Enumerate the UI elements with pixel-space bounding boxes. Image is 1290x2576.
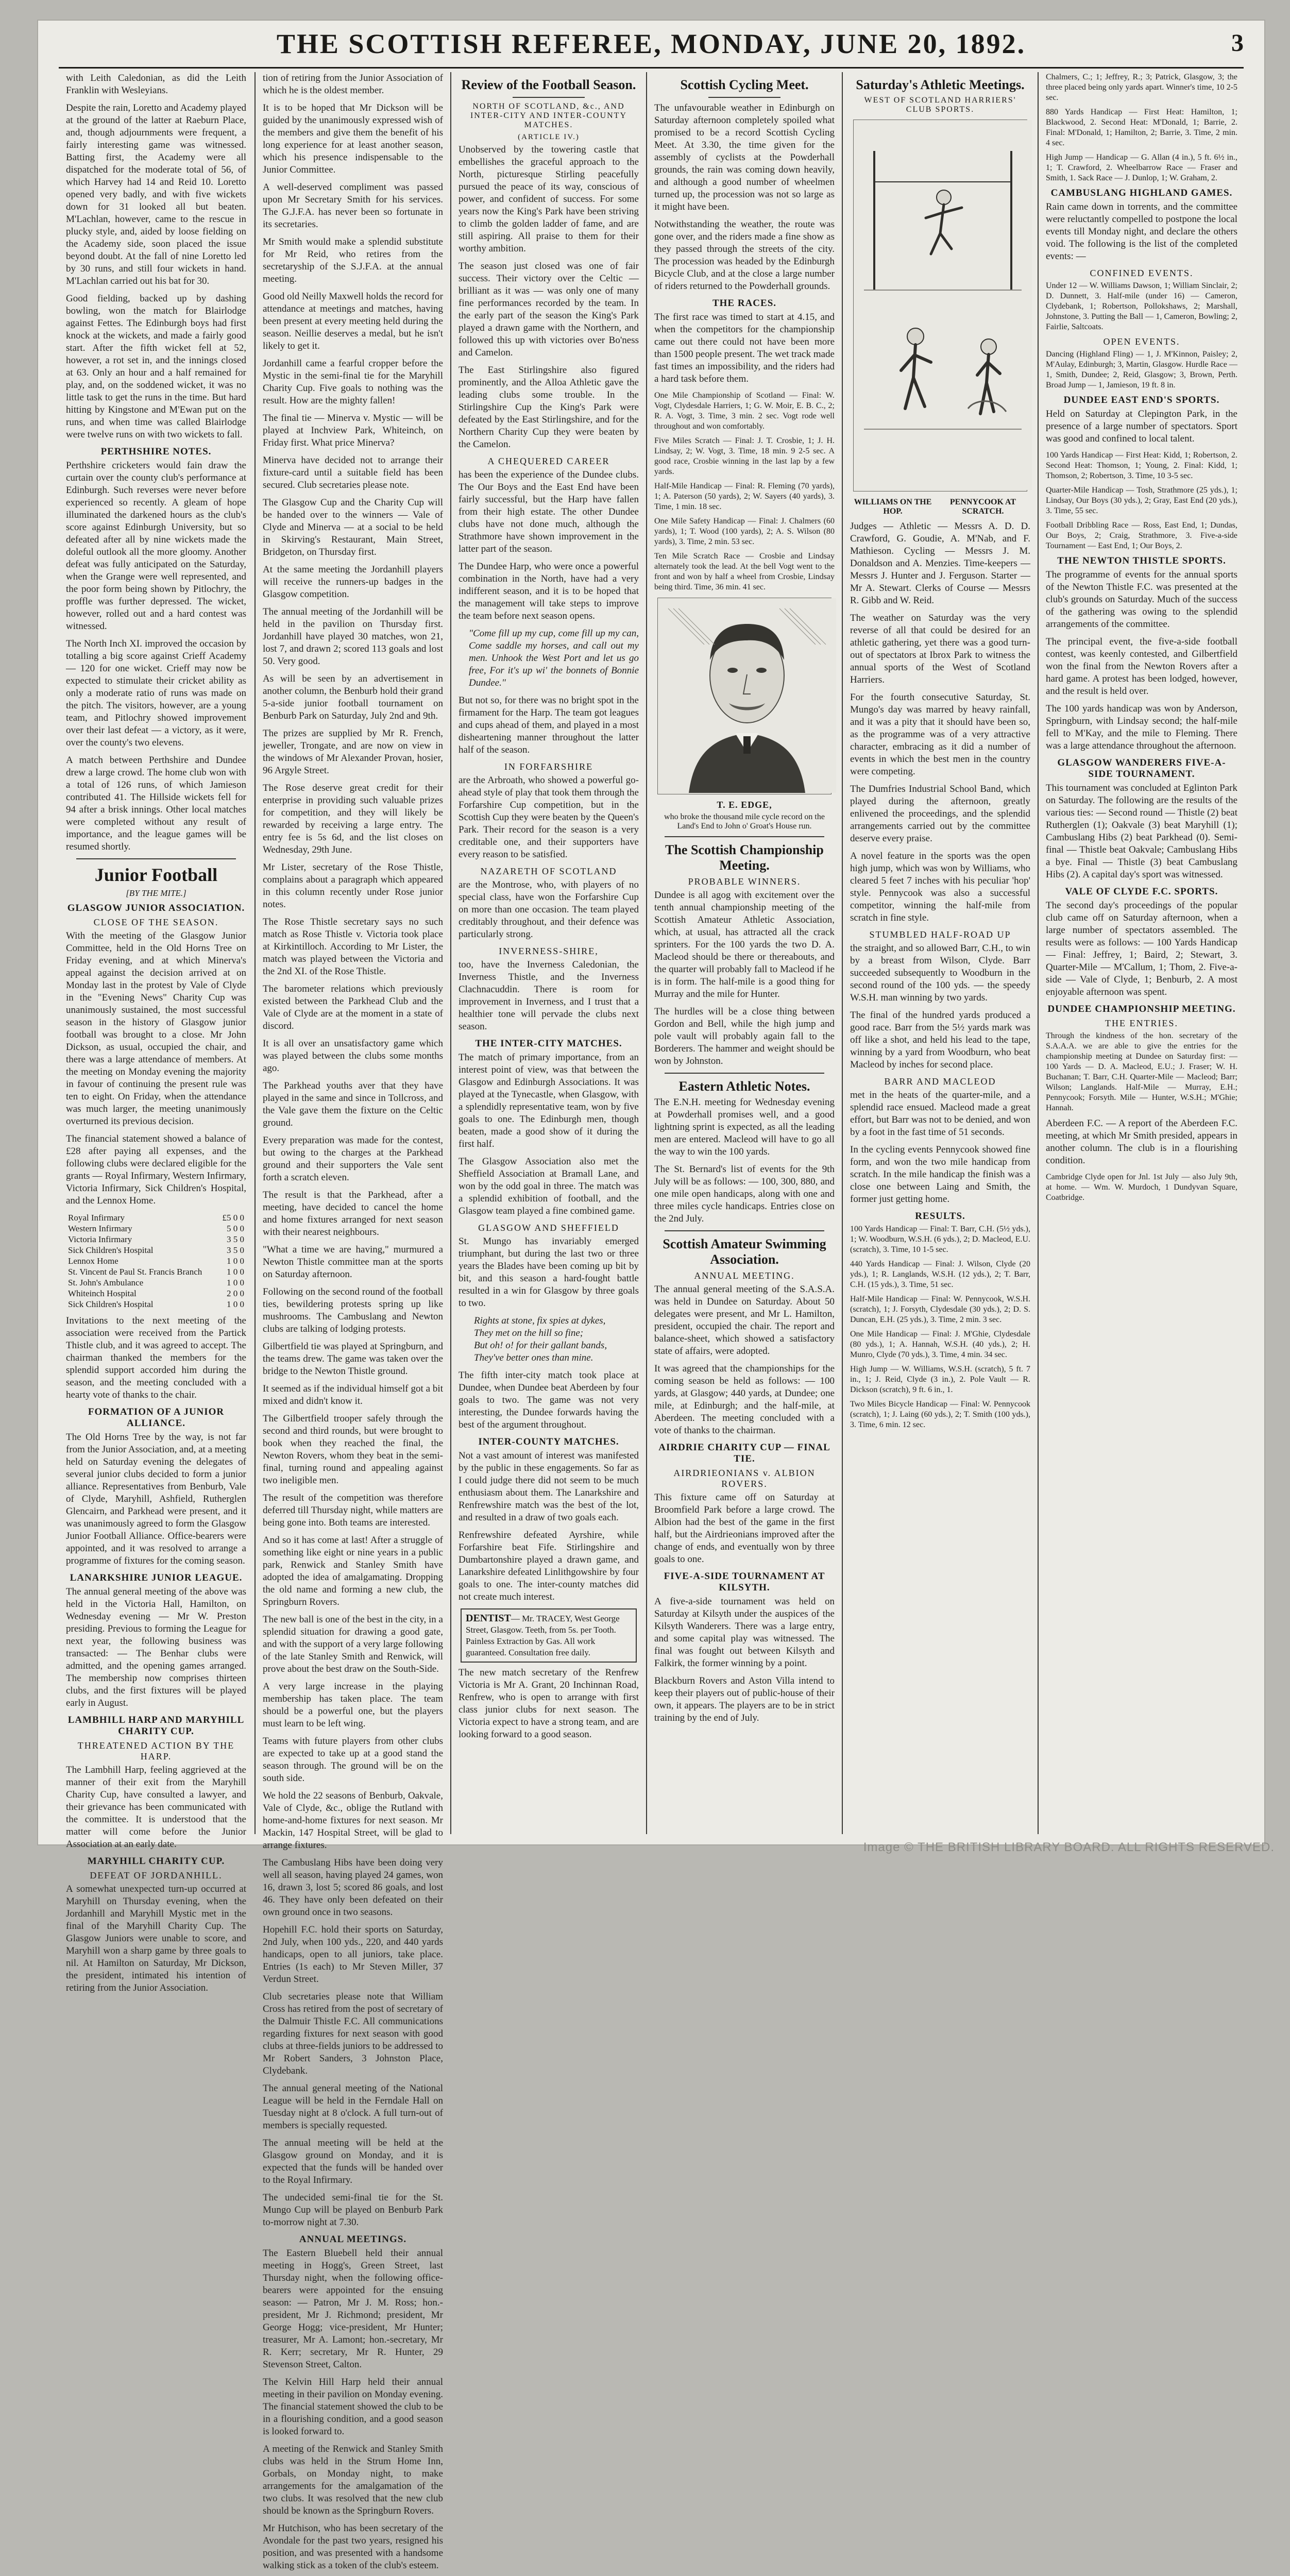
grant-row: Western Infirmary 5 0 0 bbox=[68, 1224, 244, 1233]
result-paragraph: Under 12 — W. Williams Dawson, 1; William Sinclair, 2; D. Dunnett, 3. Half-mile (under 16) — Cameron, Clydebank, 1; Robertson, Pollokshaws, 2; Marshall, Johnstone, 3. Putting the Ball — 1, Cameron, Bowling; 2, Fairlie, Saltcoats. bbox=[1046, 281, 1237, 331]
article-paragraph: A very large increase in the playing membership has taken place. The team should be a powerful one, but the players must learn to be left wing. bbox=[263, 1681, 443, 1729]
article-paragraph: Following on the second round of the football ties, bewildering protests spring up like mushrooms. The Cambuslang and Newton clubs are talking of lodging protests. bbox=[263, 1286, 443, 1334]
section-subheading: THREATENED ACTION BY THE HARP. bbox=[77, 1740, 235, 1761]
result-line: High Jump — W. Williams, W.S.H. (scratch), 5 ft. 7 in., 1; J. Reid, Clyde (3 in.), 2. Pole Vault — R. Dickson (scratch), 9 ft. 6 in., 1. bbox=[850, 1365, 1030, 1394]
section-subheading: INVERNESS-SHIRE, bbox=[499, 946, 599, 956]
section-subheading: OPEN EVENTS. bbox=[1103, 336, 1180, 347]
section-subheading: PROBABLE WINNERS. bbox=[688, 876, 801, 887]
article-paragraph: Mr Hutchison, who has been secretary of the Avondale for the past two years, resigned his position, and was presented with a handsome walking stick as a token of the club's esteem. bbox=[263, 2523, 443, 2571]
section-subheading: IN FORFARSHIRE bbox=[504, 761, 593, 772]
article-paragraph: The season just closed was one of fair success. Their victory over the Celtic — brilliant as it was — was only one of many fine performances recorded by the team. In the early part of the season the King's Park played a drawn game with the Northern, and followed this up with victories over Bo'ness and Camelon. bbox=[459, 261, 639, 358]
section-heading: LAMBHILL HARP AND MARYHILL CHARITY CUP. bbox=[67, 1715, 245, 1737]
article-paragraph: The annual meeting of the Jordanhill will be held in the pavilion on Thursday first. Jordanhill have played 30 matches, won 21, lost 7, and drawn 2; scored 113 goals and lost 50. Very good. bbox=[263, 606, 443, 667]
section-heading: ANNUAL MEETINGS. bbox=[299, 2234, 407, 2245]
article-paragraph: The annual general meeting of the above was held in the Victoria Hall, Hamilton, on Wednesday evening — Mr W. Preston presiding. Previous to forming the League for next year, the following business was transacted: — The Benhar clubs were admitted, and the opening games arranged. The membership now comprises thirteen clubs, and the first fixtures will be played early in August. bbox=[66, 1586, 246, 1708]
article-paragraph: The programme of events for the annual sports of the Newton Thistle F.C. was presented at the club's grounds on Saturday. Much of the success of the gathering was owing to the splendid arrangements of the committee. bbox=[1046, 569, 1237, 630]
article-paragraph: Good fielding, backed up by dashing bowling, won the match for Blairlodge against Fettes. The Edinburgh boys had first knock at the wickets, and made a fairly good start. After the fifth wicket fell at 52, however, a rot set in, and the innings closed at 63. Only an hour and a half remained for play, and, on the soddened wicket, it was no little task to get the runs in the time. But hard hitting by Kingstone and M'Ewan put on the runs, and when time was called Blairlodge were twelve runs on with two wickets to fall. bbox=[66, 293, 246, 440]
result-line: 100 Yards Handicap — Final: T. Barr, C.H. (5½ yds.), 1; W. Woodburn, W.S.H. (6 yds.), 2; D. Macleod, E.U. (scratch), 3. Time, 10 1-5 sec. bbox=[850, 1225, 1030, 1254]
section-heading: RESULTS. bbox=[915, 1211, 965, 1222]
article-verse: "Come fill up my cup, come fill up my can, Come saddle my horses, and call out my men. Unhook the West Port and let us go free, For it's up wi' the bonnets of Bonnie Dundee." bbox=[469, 628, 639, 688]
result-line: 440 Yards Handicap — Final: J. Wilson, Clyde (20 yds.), 1; R. Langlands, W.S.H. (12 yds.), 2; T. Barr, C.H. (15 yds.), 3. Time, 51 sec. bbox=[850, 1260, 1030, 1289]
article-headline: Review of the Football Season. bbox=[461, 77, 636, 92]
article-headline: Scottish Amateur Swimming Association. bbox=[663, 1236, 826, 1267]
result-paragraph: One Mile Safety Handicap — Final: J. Chalmers (60 yards), 1; T. Wood (100 yards), 2; A. S. Wilson (80 yards), 3. Time, 2 min. 53 sec. bbox=[654, 517, 835, 546]
result-paragraph: Chalmers, C.; 1; Jeffrey, R.; 3; Patrick, Glasgow, 3; the three placed being only yards apart. Winner's time, 10 2-5 sec. bbox=[1046, 73, 1237, 102]
article-paragraph: The prizes are supplied by Mr R. French, jeweller, Trongate, and are now on view in the windows of Mr Alexander Provan, hosier, 96 Argyle Street. bbox=[263, 728, 443, 776]
result-line: Two Miles Bicycle Handicap — Final: W. Pennycook (scratch), 1; J. Laing (60 yds.), 2; T. Smith (100 yds.), 3. Time, 6 min. 12 sec. bbox=[850, 1400, 1030, 1429]
article-paragraph: It was agreed that the championships for the coming season be held as follows: — 100 yards, at Glasgow; 440 yards, at Dundee; one mile, at Edinburgh; and the half-mile, at Aberdeen. The meeting concluded with a vote of thanks to the chairman. bbox=[654, 1363, 835, 1436]
masthead-rule bbox=[59, 67, 1244, 69]
notice-paragraph: Cambridge Clyde open for Jnl. 1st July — also July 9th, at home. — Wm. W. Murdoch, 1 Dundyvan Square, Coatbridge. bbox=[1046, 1173, 1237, 1202]
column-2 bbox=[254, 72, 450, 2571]
result-paragraph: Ten Mile Scratch Race — Crosbie and Lindsay alternately took the lead. At the bell Vogt went to the front and won by half a wheel from Crosbie, Lindsay being third. Time, 36 min. 41 sec. bbox=[654, 552, 835, 591]
article-paragraph: The final tie — Minerva v. Mystic — will be played at Inchview Park, Whiteinch, on Friday first. What price Minerva? bbox=[263, 413, 443, 448]
grant-row: Whiteinch Hospital 2 0 0 bbox=[68, 1289, 244, 1298]
article-paragraph: The Lambhill Harp, feeling aggrieved at the manner of their exit from the Maryhill Charity Cup, have consulted a lawyer, and their grievance has been communicated with the committee. It is understood that the matter will come before the Junior Association at an early date. bbox=[66, 1765, 246, 1850]
article-paragraph: Despite the rain, Loretto and Academy played at the ground of the latter at Raeburn Place, and, though adjournments were frequent, a fairly interesting game was witnessed. Batting first, the Academy were all dispatched for the moderate total of 56, of which Harvey had 14 and Reid 10. Loretto opened very badly, and with five wickets down for 31 looked all but beaten. M'Lachlan, however, came to the rescue in plucky style, and, aided by loose fielding on the Academy side, soon placed the issue beyond doubt. At the fall of nine Loretto led by 30 runs, and still four wickets in hand. M'Lachlan carried out his bat for 30. bbox=[66, 103, 246, 286]
section-subheading: ANNUAL MEETING. bbox=[694, 1270, 795, 1281]
portrait-caption: T. E. EDGE, bbox=[717, 800, 772, 810]
article-paragraph: The undecided semi-final tie for the St. Mungo Cup will be played on Benburb Park to-morrow night at 7.30. bbox=[263, 2192, 443, 2228]
article-verse: Rights at stone, fix spies at dykes, They met on the hill so fine; But oh! o! for their gallant bands, They've better ones than mine. bbox=[474, 1315, 607, 1363]
article-paragraph: The annual meeting will be held at the Glasgow ground on Monday, and it is expected that the funds will be handed over to the Royal Infirmary. bbox=[263, 2138, 443, 2185]
article-paragraph: A novel feature in the sports was the open high jump, which was won by Williams, who cleared 5 feet 7 inches with his peculiar 'hop' style. Pennycook was also a successful competitor, winning the half-mile from scratch in fine style. bbox=[850, 851, 1030, 923]
article-paragraph: Rain came down in torrents, and the committee were reluctantly compelled to postpone the local events till Monday night, and declare the others void. The following is the list of the completed events: — bbox=[1046, 201, 1237, 262]
article-paragraph: Mr Smith would make a splendid substitute for Mr Reid, who retires from the secretaryship of the S.J.F.A. at the annual meeting. bbox=[263, 236, 443, 284]
article-paragraph: The Rose Thistle secretary says no such match as Rose Thistle v. Victoria took place at Kirkintilloch. According to Mr Lister, the match was played between the Victoria and the 2nd XI. of the Rose Thistle. bbox=[263, 917, 443, 977]
article-paragraph: The Kelvin Hill Harp held their annual meeting in their pavilion on Monday evening. The financial statement showed the club to be in a flourishing condition, and a good season is looked forward to. bbox=[263, 2377, 443, 2437]
article-paragraph: The principal event, the five-a-side football contest, was keenly contested, and Gilbertfield won the final from the Newton Rovers after a hard game. A protest has been lodged, however, and the result is held over. bbox=[1046, 636, 1237, 697]
article-paragraph: with Leith Caledonian, as did the Leith Franklin with Wesleyians. bbox=[66, 73, 246, 96]
section-heading: THE RACES. bbox=[712, 298, 777, 309]
grant-row: Lennox Home 1 0 0 bbox=[68, 1256, 244, 1266]
section-heading: GLASGOW JUNIOR ASSOCIATION. bbox=[67, 903, 245, 913]
article-paragraph: St. Mungo has invariably emerged triumphant, but during the last two or three years the Blades have been coming up bit by bit, and this season a hard-fought battle resulted in a win for Glasgow by three goals to two. bbox=[459, 1236, 639, 1309]
section-subheading: CONFINED EVENTS. bbox=[1090, 268, 1194, 278]
result-paragraph: Five Miles Scratch — Final: J. T. Crosbie, 1; J. H. Lindsay, 2; W. Vogt, 3. Time, 18 min. 9 2-5 sec. A good race, Crosbie winning in the last lap by a few yards. bbox=[654, 436, 835, 476]
article-paragraph: This fixture came off on Saturday at Broomfield Park before a large crowd. The Albion had the best of the game in the first half, but the Airdrieonians improved after the change of ends, and eventually won by three goals to one. bbox=[654, 1492, 835, 1565]
article-paragraph: At the same meeting the Jordanhill players will receive the runners-up badges in the Glasgow competition. bbox=[263, 564, 443, 600]
result-line: Half-Mile Handicap — Final: W. Pennycook, W.S.H. (scratch), 1; J. Forsyth, Clydesdale (30 yds.), 2; D. S. Duncan, E.H. (25 yds.), 3. Time, 2 min. 3 sec. bbox=[850, 1295, 1030, 1324]
article-paragraph: Club secretaries please note that William Cross has retired from the post of secretary of the Dalmuir Thistle F.C. All communications regarding fixtures for next season with good clubs at three-fields juniors to be addressed to Mr Robert Sanders, 3 Johnston Place, Clydebank. bbox=[263, 1991, 443, 2076]
article-paragraph: The Eastern Bluebell held their annual meeting in Hogg's, Green Street, last Thursday night, when the following office-bearers were appointed for the ensuing season: — Patron, Mr J. M. Ross; hon.-president, Mr J. Richmond; president, Mr George Hogg; vice-president, Mr Hunter; treasurer, Mr A. Lamont; hon.-secretary, Mr R. Kerr; secretary, Mr R. Hunter, 29 Stevenson Street, Calton. bbox=[263, 2248, 443, 2370]
result-paragraph: 100 Yards Handicap — First Heat: Kidd, 1; Robertson, 2. Second Heat: Thomson, 1; Young, 2. Final: Kidd, 1; Thomson, 2; Robertson, 3. Time, 10 3-5 sec. bbox=[1046, 451, 1237, 480]
article-paragraph: The Old Horns Tree by the way, is not far from the Junior Association, and, at a meeting held on Saturday evening the delegates of several junior clubs decided to form a junior alliance. Representatives from Benburb, Vale of Clyde, Maryhill, Ashfield, Rutherglen Glencairn, and Parkhead were present, and it was unanimously agreed to form the Glasgow Junior Football Alliance. Office-bearers were appointed, and it was resolved to arrange a programme of fixtures for the coming season. bbox=[66, 1432, 246, 1566]
article-paragraph: "What a time we are having," murmured a Newton Thistle committee man at the sports on Saturday afternoon. bbox=[263, 1244, 443, 1280]
article-paragraph: Every preparation was made for the contest, but owing to the charges at the Parkhead ground and their supporters the Vale sent forth a scratch eleven. bbox=[263, 1135, 443, 1183]
article-paragraph: Invitations to the next meeting of the association were received from the Partick Thistle club, and it was agreed to accept. The chairman thanked the members for the splendid support accorded him during the season, and the meeting concluded with a hearty vote of thanks to the chair. bbox=[66, 1315, 246, 1400]
article-paragraph: Held on Saturday at Clepington Park, in the presence of a large number of spectators. Sport was good and confined to local talent. bbox=[1046, 409, 1237, 444]
divider bbox=[76, 858, 236, 859]
grant-row: Sick Children's Hospital 1 0 0 bbox=[68, 1299, 244, 1309]
article-paragraph: met in the heats of the quarter-mile, and a splendid race ensued. Macleod made a great effort, but Barr was not to be denied, and won by a foot in the fast time of 51 seconds. bbox=[850, 1090, 1030, 1138]
high-jump-engraving-icon bbox=[854, 120, 1032, 490]
article-paragraph: The Cambuslang Hibs have been doing very well all season, having played 24 games, won 16, drawn 3, lost 5; scored 86 goals, and lost 46. They have only been defeated on their own ground once in two seasons. bbox=[263, 1857, 443, 1918]
article-paragraph: too, have the Inverness Caledonian, the Inverness Thistle, and the Inverness Clachnacuddin. There is room for improvement in Inverness, and I trust that a healthier tone will pervade the clubs next season. bbox=[459, 959, 639, 1032]
page-number: 3 bbox=[1231, 29, 1244, 57]
section-heading: INTER-COUNTY MATCHES. bbox=[478, 1436, 619, 1447]
article-paragraph: The first race was timed to start at 4.15, and when the competitors for the championship came out there could not have been more than 1500 people present. The wet track made fast times an impossibility, and the riders had a hard task before them. bbox=[654, 312, 835, 384]
section-heading: GLASGOW WANDERERS FIVE-A-SIDE TOURNAMENT. bbox=[1057, 757, 1226, 779]
column-6 bbox=[1038, 72, 1245, 1834]
divider bbox=[665, 1230, 824, 1231]
section-heading: DUNDEE EAST END'S SPORTS. bbox=[1063, 395, 1220, 405]
masthead bbox=[38, 21, 1264, 69]
section-heading: DUNDEE CHAMPIONSHIP MEETING. bbox=[1047, 1004, 1236, 1014]
article-headline: Junior Football bbox=[94, 865, 218, 885]
article-paragraph: For the fourth consecutive Saturday, St. Mungo's day was marred by heavy rainfall, and it was a pity that it should have been so, as the programme was of a very attractive character, embracing as it did a number of events in which the best men in the country were competing. bbox=[850, 692, 1030, 777]
illustration-caption-left: WILLIAMS ON THE HOP. bbox=[854, 498, 932, 516]
article-paragraph: the straight, and so allowed Barr, C.H., to win by a breast from Wilson, Clyde. Barr succeeded subsequently to Woodburn in the second round of the 100 yds. — the speedy W.S.H. man winning by two yards. bbox=[850, 943, 1030, 1003]
article-paragraph: The fifth inter-city match took place at Dundee, when Dundee beat Aberdeen by four goals to two. The game was not very interesting, the Dundee forwards having the best of the argument throughout. bbox=[459, 1370, 639, 1430]
section-subheading: AIRDRIEONIANS v. ALBION ROVERS. bbox=[673, 1468, 816, 1489]
article-paragraph: Gilbertfield tie was played at Springburn, and the teams drew. The game was taken over the bridge to the Newton Thistle ground. bbox=[263, 1341, 443, 1377]
article-paragraph: The annual general meeting of the National League will be held in the Ferndale Hall on Tuesday night at 8 o'clock. A full turn-out of members is specially requested. bbox=[263, 2083, 443, 2131]
article-headline: Saturday's Athletic Meetings. bbox=[856, 77, 1025, 92]
grant-row: St. John's Ambulance 1 0 0 bbox=[68, 1278, 244, 1287]
article-paragraph: As will be seen by an advertisement in another column, the Benburb hold their grand 5-a-side junior football tournament on Benburb Park on Saturday, July 2nd and 9th. bbox=[263, 673, 443, 721]
article-paragraph: Notwithstanding the weather, the route was gone over, and the riders made a fine show as they passed through the streets of the city. The procession was headed by the Edinburgh Bicycle Club, and at the close a large number of riders returned to the Powderhall grounds. bbox=[654, 219, 835, 292]
article-paragraph: The Dumfries Industrial School Band, which played during the afternoon, greatly enlivened the proceedings, and the splendid arrangements carried out by the committee deserve every praise. bbox=[850, 784, 1030, 844]
section-heading: FORMATION OF A JUNIOR ALLIANCE. bbox=[88, 1406, 225, 1429]
section-heading: CAMBUSLANG HIGHLAND GAMES. bbox=[1050, 188, 1233, 198]
column-3 bbox=[450, 72, 646, 1834]
article-paragraph: A five-a-side tournament was held on Saturday at Kilsyth under the auspices of the Kilsyth Wanderers. There was a large entry, and some capital play was witnessed. The final was fought out between Kilsyth and Falkirk, the former winning by a point. bbox=[654, 1596, 835, 1669]
article-paragraph: Aberdeen F.C. — A report of the Aberdeen F.C. meeting, at which Mr Smith presided, appears in another column. The club is in a flourishing condition. bbox=[1046, 1118, 1237, 1166]
article-paragraph: The annual general meeting of the S.A.S.A. was held in Dundee on Saturday. About 50 delegates were present, and Mr L. Hamilton, president, occupied the chair. The report and balance-sheet, which showed a satisfactory state of affairs, were adopted. bbox=[654, 1284, 835, 1357]
article-paragraph: are the Montrose, who, with players of no special class, have won the Forfarshire Cup on more than one occasion. The team played creditably throughout, and their defence was particularly strong. bbox=[459, 879, 639, 940]
article-paragraph: Blackburn Rovers and Aston Villa intend to keep their players out of public-house of their own, it appears. The players are to be in strict training by the end of July. bbox=[654, 1675, 835, 1723]
illustration-captions bbox=[850, 497, 1030, 520]
article-paragraph: The match of primary importance, from an interest point of view, was that between the Glasgow and Edinburgh Associations. It was played at the Tynecastle, when Glasgow, with a splendidly representative team, won by five goals to one. The Edinburgh men, though beaten, made a good show of it during the first half. bbox=[459, 1052, 639, 1149]
result-paragraph: Half-Mile Handicap — Final: R. Fleming (70 yards), 1; A. Paterson (50 yards), 2; W. Sayers (40 yards), 3. Time, 1 min. 18 sec. bbox=[654, 482, 835, 511]
divider bbox=[513, 97, 585, 98]
section-subheading: NORTH OF SCOTLAND, &c., AND INTER-CITY AND INTER-COUNTY MATCHES. bbox=[470, 102, 627, 129]
article-paragraph: In the cycling events Pennycook showed fine form, and won the two mile handicap from scratch. In the mile handicap the finish was a close one between Laing and Smith, the former just getting home. bbox=[850, 1144, 1030, 1205]
article-paragraph: Teams with future players from other clubs are expected to take up at a good stand the season through. The ground will be on the south side. bbox=[263, 1736, 443, 1784]
article-paragraph: has been the experience of the Dundee clubs. The Our Boys and the East End have been fairly successful, but the Harp have fallen from their high estate. The other Dundee clubs have not done much, although the Strathmore have shown improvement in the latter part of the season. bbox=[459, 469, 639, 554]
article-headline: The Scottish Championship Meeting. bbox=[665, 842, 824, 873]
section-heading: LANARKSHIRE JUNIOR LEAGUE. bbox=[70, 1572, 243, 1583]
article-paragraph: Jordanhill came a fearful cropper before the Mystic in the semi-final tie for the Maryhill Charity Cup. Five goals to nothing was the result. How are the mighty fallen! bbox=[263, 358, 443, 406]
article-paragraph: The Glasgow Association also met the Sheffield Association at Bramall Lane, and won by the odd goal in three. The match was a splendid exhibition of football, and the Glasgow team played a fine combined game. bbox=[459, 1156, 639, 1216]
section-heading: AIRDRIE CHARITY CUP — FINAL TIE. bbox=[658, 1442, 830, 1464]
grant-row: Royal Infirmary £5 0 0 bbox=[68, 1213, 244, 1223]
byline: [BY THE MITE.] bbox=[126, 888, 186, 898]
article-paragraph: tion of retiring from the Junior Association of which he is the oldest member. bbox=[263, 73, 443, 96]
ad-text: — Mr. TRACEY, West George Street, Glasgow. Teeth, from 5s. per Tooth. Painless Extraction by Gas. All work guaranteed. Consultation free daily. bbox=[466, 1614, 620, 1657]
article-paragraph: Perthshire cricketers would fain draw the curtain over the county club's performance at Edinburgh. Such reverses were never before experienced so recently. A gleam of hope illuminated the darkened hours as the club's score against Edinburgh University, but so defeated after all by nine wickets made the doleful outlook all the more gloomy. Another defeat was fully anticipated on the Saturday, when the Grange were well represented, and the poor form being shown by Pitlochry, the proffle was further depressed. The wicket, however, rolled out and a hard contest was witnessed. bbox=[66, 460, 246, 632]
article-paragraph: The E.N.H. meeting for Wednesday evening at Powderhall promises well, and a good lightning sprint is expected, as all the leading men are entered. Macleod will have to go all the way to win the 100 yards. bbox=[654, 1097, 835, 1157]
article-paragraph: The result of the competition was therefore deferred till Thursday night, while matters are being gone into. Both teams are interested. bbox=[263, 1493, 443, 1528]
article-headline: Scottish Cycling Meet. bbox=[680, 77, 809, 92]
divider bbox=[665, 1073, 824, 1074]
article-paragraph: The weather on Saturday was the very reverse of all that could be desired for an athletic gathering, yet there was a good turn-out of spectators at Ibrox Park to witness the annual sports of the West of Scotland Harriers. bbox=[850, 613, 1030, 685]
article-paragraph: The financial statement showed a balance of £28 after paying all expenses, and the following clubs were declared eligible for the grants — Royal Infirmary, Western Infirmary, Victoria Infirmary, Sick Children's Hospital, and the Lennox Home. bbox=[66, 1133, 246, 1206]
article-paragraph: We hold the 22 seasons of Benburb, Oakvale, Vale of Clyde, &c., oblige the Rutland with home-and-home fixtures for next season. Mr Mackin, 147 Hospital Street, will be glad to arrange fixtures. bbox=[263, 1790, 443, 1851]
article-paragraph: The Parkhead youths aver that they have played in the same and since in Tollcross, and the Vale gave them the fixture on the Celtic ground. bbox=[263, 1080, 443, 1128]
article-paragraph: This tournament was concluded at Eglinton Park on Saturday. The following are the results of the various ties: — Second round — Thistle (2) beat Rutherglen (1); Oakvale (3) beat Maryhill (1); Cambuslang Hibs (2) beat Parkhead (0). Semi-final — Thistle beat Oakvale; Cambuslang Hibs a bye. Final — Thistle (3) beat Cambuslang Hibs (2). A capital day's sport was witnessed. bbox=[1046, 783, 1237, 880]
column-5 bbox=[842, 72, 1038, 1834]
grant-row: Sick Children's Hospital 3 5 0 bbox=[68, 1245, 244, 1255]
section-heading: MARYHILL CHARITY CUP. bbox=[87, 1856, 225, 1867]
section-subheading: CLOSE OF THE SEASON. bbox=[93, 917, 219, 927]
article-paragraph: The Rose deserve great credit for their enterprise in providing such valuable prizes for competition, and they will likely be rewarded by receiving a large entry. The entry fee is 5s 6d, and the list closes on Wednesday, 29th June. bbox=[263, 783, 443, 855]
result-line: One Mile Handicap — Final: J. M'Ghie, Clydesdale (80 yds.), 1; A. Hannah, W.S.H. (40 yds.), 2; H. Munro, Clyde (70 yds.), 3. Time, 4 min. 34 sec. bbox=[850, 1330, 1030, 1359]
section-subheading: A CHEQUERED CAREER bbox=[487, 456, 610, 466]
article-paragraph: The Dundee Harp, who were once a powerful combination in the North, have had a very indifferent season, and it is to be hoped that the management will take steps to improve the team before next season opens. bbox=[459, 561, 639, 621]
article-paragraph: The St. Bernard's list of events for the 9th July will be as follows: — 100, 300, 880, and one mile open handicaps, along with one and three miles cycle handicaps. Entries close on the 2nd July. bbox=[654, 1164, 835, 1224]
article-paragraph: The second day's proceedings of the popular club came off on Saturday afternoon, when a large number of spectators assembled. The results were as follows: — 100 Yards Handicap — Final: Jeffrey, 1; Baird, 2; Stewart, 3. Quarter-Mile — M'Callum, 1; Thom, 2. Five-a-side — Vale of Clyde, 1; Benburb, 2. A most enjoyable afternoon was spent. bbox=[1046, 900, 1237, 997]
article-number: (ARTICLE IV.) bbox=[518, 133, 580, 141]
article-paragraph: It is to be hoped that Mr Dickson will be guided by the unanimously expressed wish of the members and give them the benefit of his long experience for at least another season, which his presence indispensable to the Junior Committee. bbox=[263, 103, 443, 175]
article-paragraph: Hopehill F.C. hold their sports on Saturday, 2nd July, when 100 yds., 220, and 440 yards handicaps, open to all juniors, take place. Entries (1s each) to Mr Steven Miller, 37 Verdun Street. bbox=[263, 1924, 443, 1985]
article-paragraph: The result is that the Parkhead, after a meeting, have decided to cancel the home and home fixtures arranged for next season with their nearest neighbours. bbox=[263, 1190, 443, 1238]
result-paragraph: One Mile Championship of Scotland — Final: W. Vogt, Clydesdale Harriers, 1; G. W. Moir, E. B. C., 2; R. A. Vogt, 3. Time, 3 min. 2 sec. Vogt rode well throughout and won comfortably. bbox=[654, 391, 835, 431]
illustration-caption-right: PENNYCOOK AT SCRATCH. bbox=[949, 498, 1016, 516]
article-paragraph: The 100 yards handicap was won by Anderson, Springburn, with Lindsay second; the half-mile fell to M'Kay, and the mile to Fleming. There was a large attendance throughout the afternoon. bbox=[1046, 703, 1237, 751]
masthead-title: THE SCOTTISH REFEREE, MONDAY, JUNE 20, 1892. bbox=[276, 28, 1026, 59]
section-heading: VALE OF CLYDE F.C. SPORTS. bbox=[1065, 886, 1218, 897]
section-subheading: STUMBLED HALF-ROAD UP bbox=[869, 929, 1011, 940]
article-paragraph: The new ball is one of the best in the city, in a splendid situation for drawing a good gate, and with the support of a very large following of the late Stanley Smith and Renwick, will prove about the best draw on the South-Side. bbox=[263, 1614, 443, 1674]
result-paragraph: Dancing (Highland Fling) — 1, J. M'Kinnon, Paisley; 2, M'Aulay, Edinburgh; 3, Martin, Glasgow. Hurdle Race — 1, Smith, Dundee; 2, Reid, Glasgow; 3, Brown, Perth. Broad Jump — 1, Jamieson, 19 ft. 8 in. bbox=[1046, 350, 1237, 389]
image-credit: Image © THE BRITISH LIBRARY BOARD. ALL RIGHTS RESERVED. bbox=[863, 1840, 1275, 1854]
ad-title: DENTIST bbox=[466, 1613, 511, 1624]
article-paragraph: It seemed as if the individual himself got a bit mixed and didn't know it. bbox=[263, 1383, 443, 1406]
section-heading: FIVE-A-SIDE TOURNAMENT AT KILSYTH. bbox=[664, 1571, 825, 1593]
article-paragraph: A match between Perthshire and Dundee drew a large crowd. The home club won with a total of 126 runs, of which Jamieson contributed 41. The Hillside wickets fell for 94 after a brisk innings. Other local matches were completed without any result of importance, and the league games will be resumed shortly. bbox=[66, 755, 246, 852]
article-paragraph: The North Inch XI. improved the occasion by totalling a big score against Crieff Academy — 120 for one wicket. Crieff may now be expected to stimulate their cricket ability as only a moderate ratio of runs was made on the pitch. The visitors, however, are a young team, and Pitlochry showed improvement over their last defeat — a victory, as it were, over the county's two elevens. bbox=[66, 638, 246, 748]
article-paragraph: A somewhat unexpected turn-up occurred at Maryhill on Thursday evening, when the Jordanhill and Maryhill Mystic met in the final of the Maryhill Charity Cup. The Glasgow Juniors were unable to score, and Maryhill won a sharp game by three goals to nil. At Hamilton on Saturday, Mr Dickson, the president, intimated his intention of retiring from the Junior Association. bbox=[66, 1884, 246, 1993]
section-subheading: BARR AND MACLEOD bbox=[884, 1076, 996, 1087]
article-paragraph: are the Arbroath, who showed a powerful go-ahead style of play that took them through the Forfarshire Cup competition, but in the Scottish Cup they were beaten by the Queen's Park. Their record for the season is a very creditable one, and their supporters have every reason to be satisfied. bbox=[459, 775, 639, 860]
result-paragraph: High Jump — Handicap — G. Allan (4 in.), 5 ft. 6½ in., 1; T. Crawford, 2. Wheelbarrow Race — Fraser and Smith, 1. Sack Race — J. Dunlop, 1; W. Graham, 2. bbox=[1046, 153, 1237, 182]
article-paragraph: Dundee is all agog with excitement over the tenth annual championship meeting of the Scottish Amateur Athletic Association, which, at usual, has attracted all the crack sprinters. For the 100 yards the two D. A. Macleod should be there or thereabouts, and the quarter will probably fall to Macleod if he is in form. The half-mile is a good thing for Murray and the mile for Hunter. bbox=[654, 890, 835, 999]
portrait-illustration bbox=[657, 598, 831, 794]
grant-row: St. Vincent de Paul St. Francis Branch 1 0 0 bbox=[68, 1267, 244, 1277]
result-paragraph: Football Dribbling Race — Ross, East End, 1; Dundas, Our Boys, 2; Craig, Strathmore, 3. Five-a-side Tournament — East End, 1; Our Boys, 2. bbox=[1046, 521, 1237, 550]
portrait-engraving-icon bbox=[658, 598, 836, 793]
article-paragraph: But not so, for there was no bright spot in the firmament for the Harp. The team got leagues and cups ahead of them, and played in a most disheartening manner throughout the latter half of the season. bbox=[459, 695, 639, 755]
section-heading: THE INTER-CITY MATCHES. bbox=[475, 1038, 622, 1049]
article-paragraph: Judges — Athletic — Messrs A. D. D. Crawford, G. Goudie, A. M'Nab, and F. Mathieson. Cycling — Messrs J. M. Donaldson and A. Menzies. Time-keepers — Messrs J. Hunter and J. Ferguson. Starter — Mr A. Stewart. Clerks of Course — Messrs R. Gibb and W. Reid. bbox=[850, 521, 1030, 606]
result-paragraph: Through the kindness of the hon. secretary of the S.A.A.A. we are able to give the entries for the championship meeting at Dundee on Saturday first: — 100 Yards — D. A. Macleod, E.U.; J. Fraser; W. H. Buchanan; T. Barr, C.H. Quarter-Mile — Macleod; Barr; Wilson; Langlands. Half-Mile — Murray, E.H.; Pennycook; Forsyth. Mile — Hunter, W.S.H.; M'Ghie; Hannah. bbox=[1046, 1031, 1237, 1112]
article-paragraph: The East Stirlingshire also figured prominently, and the Alloa Athletic gave the leading clubs some trouble. In the Stirlingshire Cup the King's Park were defeated by the East Stirlingshire, and for the Northern Charity Cup they were beaten by the Camelon. bbox=[459, 365, 639, 450]
result-paragraph: Quarter-Mile Handicap — Tosh, Strathmore (25 yds.), 1; Lindsay, Our Boys (30 yds.), 2; Gray, East End (20 yds.), 3. Time, 55 sec. bbox=[1046, 486, 1237, 515]
article-paragraph: Renfrewshire defeated Ayrshire, while Forfarshire beat Fife. Stirlingshire and Dumbartonshire played a drawn game, and Lanarkshire defeated Linlithgowshire by four goals to one. The inter-county matches did not create much interest. bbox=[459, 1530, 639, 1602]
column-4 bbox=[646, 72, 842, 1834]
article-paragraph: The new match secretary of the Renfrew Victoria is Mr A. Grant, 20 Inchinnan Road, Renfrew, who is open to arrange with first class junior clubs for next season. The Victoria expect to have a strong team, and are looking forward to a good season. bbox=[459, 1667, 639, 1740]
section-subheading: THE ENTRIES. bbox=[1105, 1018, 1178, 1028]
grants-list bbox=[68, 1212, 244, 1310]
athletics-illustration bbox=[853, 120, 1027, 492]
article-paragraph: Minerva have decided not to arrange their fixture-card until a suitable field has been secured. Club secretaries please note. bbox=[263, 455, 443, 490]
section-heading: PERTHSHIRE NOTES. bbox=[100, 446, 212, 457]
column-1 bbox=[59, 72, 253, 1993]
article-paragraph: It is all over an unsatisfactory game which was played between the clubs some months ago. bbox=[263, 1038, 443, 1074]
section-subheading: NAZARETH OF SCOTLAND bbox=[480, 866, 617, 876]
article-paragraph: Good old Neilly Maxwell holds the record for attendance at meetings and matches, having been present at every meeting held during the season. Neillie deserves a medal, but he isn't likely to get it. bbox=[263, 291, 443, 351]
article-paragraph: The barometer relations which previously existed between the Parkhead Club and the Vale of Clyde are at the moment in a state of discord. bbox=[263, 984, 443, 1031]
article-headline: Eastern Athletic Notes. bbox=[678, 1079, 810, 1094]
section-subheading: WEST OF SCOTLAND HARRIERS' CLUB SPORTS. bbox=[864, 96, 1016, 114]
divider bbox=[665, 836, 824, 837]
article-paragraph: The unfavourable weather in Edinburgh on Saturday afternoon completely spoiled what promised to be a record Scottish Cycling Meet. At 3.30, the time given for the assembly of cyclists at the Powderhall grounds, the rain was coming down heavily, and although a good number of wheelmen turned up, the procession was not so large as it might have been. bbox=[654, 103, 835, 212]
article-paragraph: The Glasgow Cup and the Charity Cup will be handed over to the winners — Vale of Clyde and Minerva — at a social to be held in Skirving's Restaurant, Main Street, Bridgeton, on Thursday first. bbox=[263, 497, 443, 557]
article-paragraph: Mr Lister, secretary of the Rose Thistle, complains about a paragraph which appeared in this column recently under Rose junior notes. bbox=[263, 862, 443, 910]
article-paragraph: A meeting of the Renwick and Stanley Smith clubs was held in the Strum Home Inn, Gorbals, on Monday night, to make arrangements for the amalgamation of the two clubs. It was resolved that the new club should be known as the Springburn Rovers. bbox=[263, 2444, 443, 2516]
article-paragraph: The Gilbertfield trooper safely through the second and third rounds, but were brought to book when they reached the final, the Newton Rovers, whom they beat in the semi-final, turning round and appealing against two ineligible men. bbox=[263, 1413, 443, 1486]
article-paragraph: Unobserved by the towering castle that embellishes the graceful approach to the North, picturesque Stirling peacefully pursued the peace of its way, conscious of power, and confident of success. For some years now the King's Park have been striving to climb the golden ladder of fame, and are still aspiring. All praise to them for their worthy ambition. bbox=[459, 144, 639, 254]
grant-row: Victoria Infirmary 3 5 0 bbox=[68, 1234, 244, 1244]
result-paragraph: 880 Yards Handicap — First Heat: Hamilton, 1; Blackwood, 2. Second Heat: M'Donald, 1; Barrie, 2. Final: M'Donald, 1; Hamilton, 2; Barrie, 3. Time, 2 min. 4 sec. bbox=[1046, 108, 1237, 147]
section-subheading: GLASGOW AND SHEFFIELD bbox=[478, 1223, 619, 1233]
dentist-advertisement bbox=[461, 1608, 637, 1663]
article-paragraph: And so it has come at last! After a struggle of something like eight or nine years in a public park, Renwick and Stanley Smith have adopted the idea of amalgamating. Dropping the old name and forming a new club, the Springburn Rovers. bbox=[263, 1535, 443, 1607]
article-paragraph: With the meeting of the Glasgow Junior Committee, held in the Old Horns Tree on Friday evening, and at which Minerva's appeal against the decision arrived at on Monday last in the protest by Vale of Clyde in the "Evening News" Charity Cup was unanimously sustained, the most successful season in the history of Glasgow junior football was brought to a close. Mr John Dickson, as usual, occupied the chair, and there was a large attendance of members. At the meeting on Monday evening the majority in favour of continuing the present rule was ten to eight. On Friday, when the attendance was much larger, the meeting unanimously overturned its previous decision. bbox=[66, 930, 246, 1127]
article-paragraph: A well-deserved compliment was passed upon Mr Secretary Smith for his services. The G.J.F.A. has never been so fortunate in its secretaries. bbox=[263, 182, 443, 230]
section-heading: THE NEWTON THISTLE SPORTS. bbox=[1057, 555, 1226, 566]
divider bbox=[708, 97, 780, 98]
article-paragraph: The hurdles will be a close thing between Gordon and Bell, while the high jump and pole vault will probably again fall to the Borderers. The hammer and weight should be won by Johnston. bbox=[654, 1006, 835, 1066]
article-paragraph: Not a vast amount of interest was manifested by the public in these engagements. So far as I could judge there did not seem to be much enthusiasm about them. The Lanarkshire and Renfrewshire match was the best of the lot, and resulted in a draw of two goals each. bbox=[459, 1450, 639, 1523]
article-paragraph: The final of the hundred yards produced a good race. Barr from the 5½ yards mark was off like a shot, and held his lead to the tape, winning by a yard from Woodburn, who beat Macleod by inches for second place. bbox=[850, 1010, 1030, 1070]
portrait-caption-detail: who broke the thousand mile cycle record on the Land's End to John o' Groat's House run. bbox=[664, 812, 825, 831]
section-subheading: DEFEAT OF JORDANHILL. bbox=[90, 1870, 223, 1880]
